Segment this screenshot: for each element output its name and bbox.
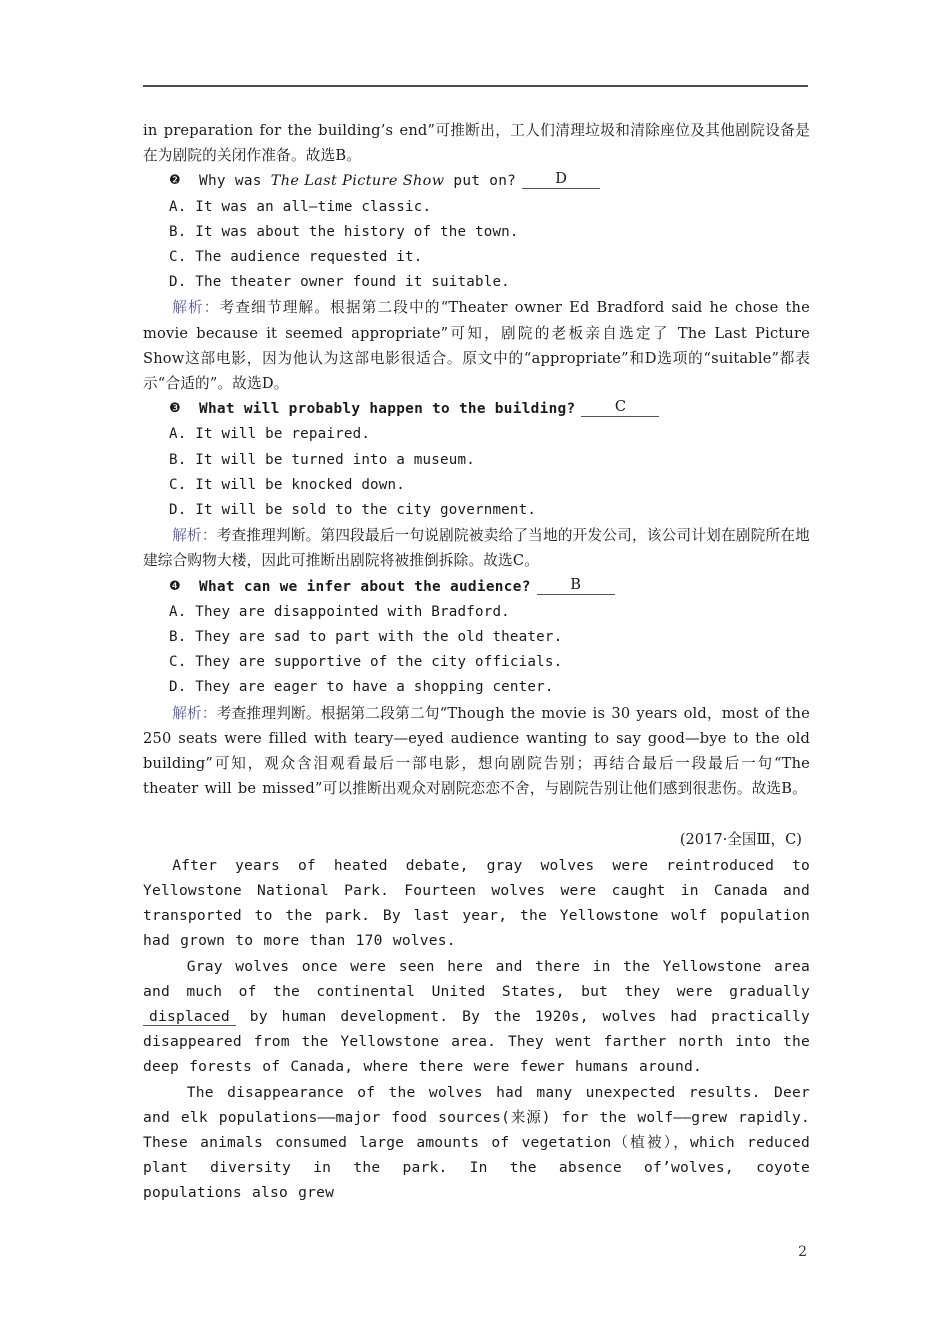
answer-blank-3[interactable]: C — [581, 398, 659, 417]
explanation-text-q2: 考查细节理解。根据第二段中的“Theater owner Ed Bradford said he chose the movie because it seemed appropriate”可知，剧院的老板亲自选定了 The Last Picture Show这部电影，因为他认为这部电影很适合。原文中的“appropriate”和D选项的“suitable”都表示“合适的”。故选D。 — [143, 299, 810, 393]
page-content — [143, 118, 810, 1206]
option-b-q2[interactable]: B. It was about the history of the town. — [169, 223, 519, 240]
option-d-q4[interactable]: D. They are eager to have a shopping center. — [169, 679, 554, 696]
option-c-q3[interactable]: C. It will be knocked down. — [169, 476, 406, 493]
option-a-q3[interactable]: A. It will be repaired. — [169, 426, 371, 443]
header-rule — [143, 85, 808, 87]
passage-paragraph-1: After years of heated debate, gray wolves were reintroduced to Yellowstone National Park. Fourteen wolves were caught in Canada and transported to the park. By last year, the Yellowstone wolf population had grown to more than 170 wolves. — [143, 856, 810, 950]
explanation-text-q4: 考查推理判断。根据第二段第二句“Though the movie is 30 years old，most of the 250 seats were filled with teary—eyed audience wanting to say good—bye to the old building”可知，观众含泪观看最后一部电影，想向剧院告别；再结合最后一段最后一句“The theater will be missed”可以推断出观众对剧院恋恋不舍，与剧院告别让他们感到很悲伤。故选B。 — [143, 704, 810, 798]
cloze-answer-displaced[interactable]: displaced — [143, 1008, 236, 1026]
passage-paragraph-2-part-a: Gray wolves once were seen here and there in the Yellowstone area and much of the continental United States, but they were gradually — [143, 957, 810, 1000]
passage-paragraph-2-part-b: by human development. By the 1920s, wolves had practically disappeared from the Yellowstone area. They went farther north into the deep forests of Canada, where there were fewer humans around. — [143, 1007, 810, 1076]
question-stem-3 — [143, 396, 810, 422]
answer-blank-2[interactable]: D — [522, 170, 600, 189]
explanation-label-q2: 解析： — [172, 299, 220, 317]
question-stem-2 — [143, 168, 810, 194]
option-d-q3[interactable]: D. It will be sold to the city government. — [169, 502, 537, 519]
explanation-q4 — [143, 701, 810, 802]
explanation-q2 — [143, 295, 810, 396]
passage-paragraph-2 — [143, 954, 810, 1080]
passage-paragraph-3: The disappearance of the wolves had many unexpected results. Deer and elk populations——major food sources(来源) for the wolf——grew rapidly. These animals consumed large amounts of vegetation（植被），which reduced plant diversity in the park. In the absence of’wolves, coyote populations also grew — [143, 1083, 810, 1202]
question-marker-icon: ❹ — [169, 578, 181, 594]
explanation-continuation: in preparation for the building’s end”可推断出，工人们清理垃圾和清除座位及其他剧院设备是在为剧院的关闭作准备。故选B。 — [143, 122, 810, 165]
answer-blank-4[interactable]: B — [537, 576, 615, 595]
question-marker-icon: ❷ — [169, 173, 181, 189]
option-b-q4[interactable]: B. They are sad to part with the old theater. — [169, 629, 563, 646]
explanation-label-q4: 解析： — [172, 704, 217, 722]
option-c-q4[interactable]: C. They are supportive of the city officials. — [169, 654, 563, 671]
explanation-q3 — [143, 523, 810, 573]
section-spacer — [143, 801, 810, 827]
question-stem-text-3: What will probably happen to the building? — [199, 401, 576, 418]
option-a-q4[interactable]: A. They are disappointed with Bradford. — [169, 603, 510, 620]
question-stem-text-2: Why was — [199, 173, 271, 190]
page-number: 2 — [798, 1244, 807, 1260]
question-stem-tail-2: put on? — [444, 173, 517, 190]
question-stem-text-4: What can we infer about the audience? — [199, 578, 531, 595]
option-a-q2[interactable]: A. It was an all—time classic. — [169, 198, 432, 215]
option-c-q2[interactable]: C. The audience requested it. — [169, 249, 423, 266]
question-stem-4 — [143, 574, 810, 600]
book-title-italic: The Last Picture Show — [270, 173, 445, 190]
explanation-label-q3: 解析： — [172, 527, 217, 545]
explanation-text-q3: 考查推理判断。第四段最后一句说剧院被卖给了当地的开发公司，该公司计划在剧院所在地建综合购物大楼，因此可推断出剧院将被推倒拆除。故选C。 — [143, 527, 810, 570]
option-b-q3[interactable]: B. It will be turned into a museum. — [169, 451, 475, 468]
question-marker-icon: ❸ — [169, 401, 181, 417]
option-d-q2[interactable]: D. The theater owner found it suitable. — [169, 274, 510, 291]
passage-source: (2017·全国Ⅲ，C) — [679, 831, 802, 849]
